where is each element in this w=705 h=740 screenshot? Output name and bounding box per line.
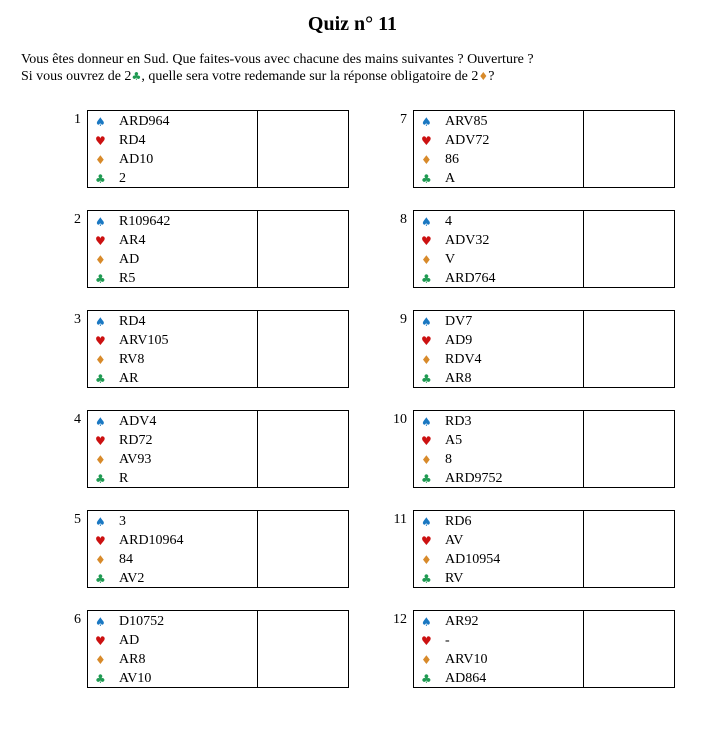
- heart-icon: ♥: [95, 633, 106, 648]
- cards-hearts: AD: [119, 632, 140, 648]
- cards-hearts: AD9: [445, 332, 473, 348]
- suit-row-hearts: [88, 131, 257, 150]
- diamond-icon: ♦: [478, 70, 489, 83]
- problem-box: [87, 610, 349, 688]
- spade-icon: ♠: [421, 414, 432, 429]
- suit-row-clubs: [88, 269, 257, 288]
- cards-spades: AR92: [445, 613, 479, 629]
- cards-clubs: RV: [445, 570, 464, 586]
- problem-9: [383, 310, 683, 388]
- cards-diamonds: AD: [119, 251, 140, 267]
- cards-diamonds: ARV10: [445, 651, 488, 667]
- club-icon: ♣: [421, 671, 432, 686]
- diamond-icon: ♦: [95, 452, 106, 467]
- suit-row-spades: [88, 312, 257, 331]
- suit-row-spades: [88, 112, 257, 131]
- spade-icon: ♠: [421, 514, 432, 529]
- cards-diamonds: AD10: [119, 151, 154, 167]
- suit-row-spades: [414, 312, 583, 331]
- quiz-title: Quiz n° 11: [307, 13, 398, 35]
- problem-number: 3: [74, 312, 81, 327]
- answer-cell[interactable]: [584, 511, 674, 587]
- suit-row-hearts: [414, 631, 583, 650]
- diamond-icon: ♦: [421, 252, 432, 267]
- suit-row-spades: [88, 412, 257, 431]
- suit-row-hearts: [414, 131, 583, 150]
- suit-row-spades: [414, 512, 583, 531]
- heart-icon: ♥: [95, 433, 106, 448]
- spade-icon: ♠: [421, 114, 432, 129]
- problem-10: [383, 410, 683, 488]
- suit-row-hearts: [414, 431, 583, 450]
- instructions: [21, 51, 691, 85]
- suit-row-clubs: [414, 569, 583, 588]
- heart-icon: ♥: [95, 233, 106, 248]
- heart-icon: ♥: [421, 433, 432, 448]
- diamond-icon: ♦: [95, 152, 106, 167]
- cards-hearts: A5: [445, 432, 463, 448]
- problem-box: [87, 210, 349, 288]
- diamond-icon: ♦: [421, 352, 432, 367]
- suit-row-spades: [414, 112, 583, 131]
- diamond-icon: ♦: [95, 552, 106, 567]
- cards-clubs: ARD9752: [445, 470, 503, 486]
- cards-spades: R109642: [119, 213, 171, 229]
- cards-clubs: A: [445, 170, 456, 186]
- hand-cell: [414, 111, 584, 187]
- cards-diamonds: RDV4: [445, 351, 482, 367]
- problem-number: 10: [393, 412, 407, 427]
- diamond-icon: ♦: [421, 452, 432, 467]
- spade-icon: ♠: [421, 614, 432, 629]
- cards-clubs: R: [119, 470, 129, 486]
- suit-row-hearts: [88, 331, 257, 350]
- cards-hearts: ARD10964: [119, 532, 184, 548]
- cards-hearts: ARV105: [119, 332, 169, 348]
- hand-cell: [414, 511, 584, 587]
- cards-hearts: ADV32: [445, 232, 490, 248]
- instruction-line-2: [21, 68, 691, 85]
- cards-spades: RD3: [445, 413, 472, 429]
- problem-number: 9: [400, 312, 407, 327]
- instruction-line-2-middle: , quelle sera votre redemande sur la réponse obligatoire de 2: [141, 69, 479, 84]
- spade-icon: ♠: [95, 314, 106, 329]
- answer-cell[interactable]: [584, 311, 674, 387]
- problem-box: [87, 310, 349, 388]
- cards-diamonds: AR8: [119, 651, 146, 667]
- problem-11: [383, 510, 683, 588]
- cards-diamonds: 8: [445, 451, 452, 467]
- problem-5: [57, 510, 357, 588]
- cards-diamonds: 84: [119, 551, 133, 567]
- heart-icon: ♥: [421, 333, 432, 348]
- cards-diamonds: 86: [445, 151, 459, 167]
- cards-hearts: RD4: [119, 132, 146, 148]
- cards-clubs: AR8: [445, 370, 472, 386]
- suit-row-diamonds: [88, 450, 257, 469]
- cards-hearts: RD72: [119, 432, 153, 448]
- problem-1: [57, 110, 357, 188]
- spade-icon: ♠: [95, 114, 106, 129]
- suit-row-diamonds: [414, 450, 583, 469]
- hand-cell: [88, 411, 258, 487]
- diamond-icon: ♦: [95, 252, 106, 267]
- club-icon: ♣: [95, 571, 106, 586]
- cards-hearts: AR4: [119, 232, 146, 248]
- hand-cell: [414, 311, 584, 387]
- diamond-icon: ♦: [95, 352, 106, 367]
- suit-row-hearts: [88, 431, 257, 450]
- problem-2: [57, 210, 357, 288]
- diamond-icon: ♦: [95, 652, 106, 667]
- diamond-icon: ♦: [421, 652, 432, 667]
- cards-clubs: ARD764: [445, 270, 496, 286]
- suit-row-hearts: [414, 531, 583, 550]
- cards-spades: 3: [119, 513, 126, 529]
- suit-row-hearts: [88, 231, 257, 250]
- club-icon: ♣: [421, 171, 432, 186]
- cards-clubs: AR: [119, 370, 139, 386]
- suit-row-diamonds: [414, 150, 583, 169]
- cards-diamonds: AD10954: [445, 551, 501, 567]
- hand-cell: [88, 111, 258, 187]
- heart-icon: ♥: [421, 633, 432, 648]
- spade-icon: ♠: [95, 514, 106, 529]
- cards-spades: D10752: [119, 613, 165, 629]
- suit-row-clubs: [88, 669, 257, 688]
- problem-box: [413, 510, 675, 588]
- cards-diamonds: V: [445, 251, 456, 267]
- suit-row-diamonds: [88, 650, 257, 669]
- instruction-line-2-end: ?: [488, 69, 495, 84]
- answer-cell[interactable]: [258, 511, 348, 587]
- problem-number: 7: [400, 112, 407, 127]
- heart-icon: ♥: [421, 533, 432, 548]
- suit-row-hearts: [88, 531, 257, 550]
- hand-cell: [88, 211, 258, 287]
- club-icon: ♣: [131, 70, 142, 83]
- heart-icon: ♥: [95, 133, 106, 148]
- answer-cell[interactable]: [584, 211, 674, 287]
- suit-row-clubs: [414, 469, 583, 488]
- suit-row-hearts: [414, 231, 583, 250]
- suit-row-spades: [414, 412, 583, 431]
- suit-row-clubs: [88, 369, 257, 388]
- suit-row-spades: [88, 512, 257, 531]
- suit-row-spades: [88, 612, 257, 631]
- problem-number: 11: [393, 512, 407, 527]
- club-icon: ♣: [95, 471, 106, 486]
- club-icon: ♣: [421, 271, 432, 286]
- hand-cell: [88, 511, 258, 587]
- cards-spades: ARD964: [119, 113, 170, 129]
- cards-spades: RD6: [445, 513, 472, 529]
- cards-spades: ADV4: [119, 413, 157, 429]
- cards-hearts: AV: [445, 532, 464, 548]
- diamond-icon: ♦: [421, 552, 432, 567]
- problem-number: 1: [74, 112, 81, 127]
- spade-icon: ♠: [95, 614, 106, 629]
- club-icon: ♣: [95, 171, 106, 186]
- cards-spades: 4: [445, 213, 452, 229]
- heart-icon: ♥: [421, 233, 432, 248]
- suit-row-hearts: [414, 331, 583, 350]
- problem-7: [383, 110, 683, 188]
- cards-clubs: 2: [119, 170, 126, 186]
- cards-clubs: AV2: [119, 570, 145, 586]
- suit-row-hearts: [88, 631, 257, 650]
- problem-box: [87, 510, 349, 588]
- suit-row-clubs: [414, 269, 583, 288]
- suit-row-diamonds: [414, 250, 583, 269]
- suit-row-clubs: [414, 369, 583, 388]
- answer-cell[interactable]: [258, 311, 348, 387]
- problem-number: 5: [74, 512, 81, 527]
- answer-cell[interactable]: [584, 411, 674, 487]
- spade-icon: ♠: [421, 314, 432, 329]
- suit-row-spades: [414, 612, 583, 631]
- suit-row-diamonds: [88, 550, 257, 569]
- answer-cell[interactable]: [258, 111, 348, 187]
- instruction-line-2-start: Si vous ouvrez de 2: [21, 69, 132, 84]
- suit-row-diamonds: [88, 350, 257, 369]
- hand-cell: [414, 411, 584, 487]
- cards-hearts: ADV72: [445, 132, 490, 148]
- spade-icon: ♠: [95, 414, 106, 429]
- problem-12: [383, 610, 683, 688]
- answer-cell[interactable]: [584, 111, 674, 187]
- suit-row-diamonds: [414, 350, 583, 369]
- problem-3: [57, 310, 357, 388]
- heart-icon: ♥: [421, 133, 432, 148]
- cards-spades: ARV85: [445, 113, 488, 129]
- cards-spades: DV7: [445, 313, 473, 329]
- problem-number: 6: [74, 612, 81, 627]
- club-icon: ♣: [421, 571, 432, 586]
- suit-row-diamonds: [88, 250, 257, 269]
- problem-number: 4: [74, 412, 81, 427]
- club-icon: ♣: [95, 371, 106, 386]
- club-icon: ♣: [95, 671, 106, 686]
- hand-cell: [88, 311, 258, 387]
- hand-cell: [414, 611, 584, 687]
- problem-number: 8: [400, 212, 407, 227]
- answer-cell[interactable]: [258, 411, 348, 487]
- hand-cell: [88, 611, 258, 687]
- suit-row-clubs: [88, 169, 257, 188]
- cards-diamonds: RV8: [119, 351, 145, 367]
- answer-cell[interactable]: [258, 611, 348, 687]
- spade-icon: ♠: [95, 214, 106, 229]
- cards-hearts: -: [445, 632, 450, 648]
- suit-row-clubs: [414, 169, 583, 188]
- cards-clubs: AV10: [119, 670, 152, 686]
- suit-row-clubs: [88, 469, 257, 488]
- spade-icon: ♠: [421, 214, 432, 229]
- problem-box: [413, 210, 675, 288]
- problem-box: [413, 110, 675, 188]
- suit-row-spades: [414, 212, 583, 231]
- suit-row-diamonds: [414, 550, 583, 569]
- instruction-line-1: Vous êtes donneur en Sud. Que faites-vous avec chacune des mains suivantes ? Ouverture ?: [21, 52, 534, 67]
- suit-row-clubs: [88, 569, 257, 588]
- problem-6: [57, 610, 357, 688]
- suit-row-diamonds: [414, 650, 583, 669]
- cards-diamonds: AV93: [119, 451, 152, 467]
- suit-row-diamonds: [88, 150, 257, 169]
- problem-box: [413, 610, 675, 688]
- club-icon: ♣: [421, 471, 432, 486]
- club-icon: ♣: [95, 271, 106, 286]
- answer-cell[interactable]: [584, 611, 674, 687]
- problem-box: [413, 310, 675, 388]
- problem-box: [87, 410, 349, 488]
- answer-cell[interactable]: [258, 211, 348, 287]
- hand-cell: [414, 211, 584, 287]
- problem-box: [413, 410, 675, 488]
- heart-icon: ♥: [95, 533, 106, 548]
- cards-clubs: R5: [119, 270, 136, 286]
- suit-row-spades: [88, 212, 257, 231]
- problem-number: 2: [74, 212, 81, 227]
- problem-number: 12: [393, 612, 407, 627]
- problem-4: [57, 410, 357, 488]
- suit-row-clubs: [414, 669, 583, 688]
- problem-box: [87, 110, 349, 188]
- cards-clubs: AD864: [445, 670, 487, 686]
- heart-icon: ♥: [95, 333, 106, 348]
- diamond-icon: ♦: [421, 152, 432, 167]
- club-icon: ♣: [421, 371, 432, 386]
- cards-spades: RD4: [119, 313, 146, 329]
- problem-8: [383, 210, 683, 288]
